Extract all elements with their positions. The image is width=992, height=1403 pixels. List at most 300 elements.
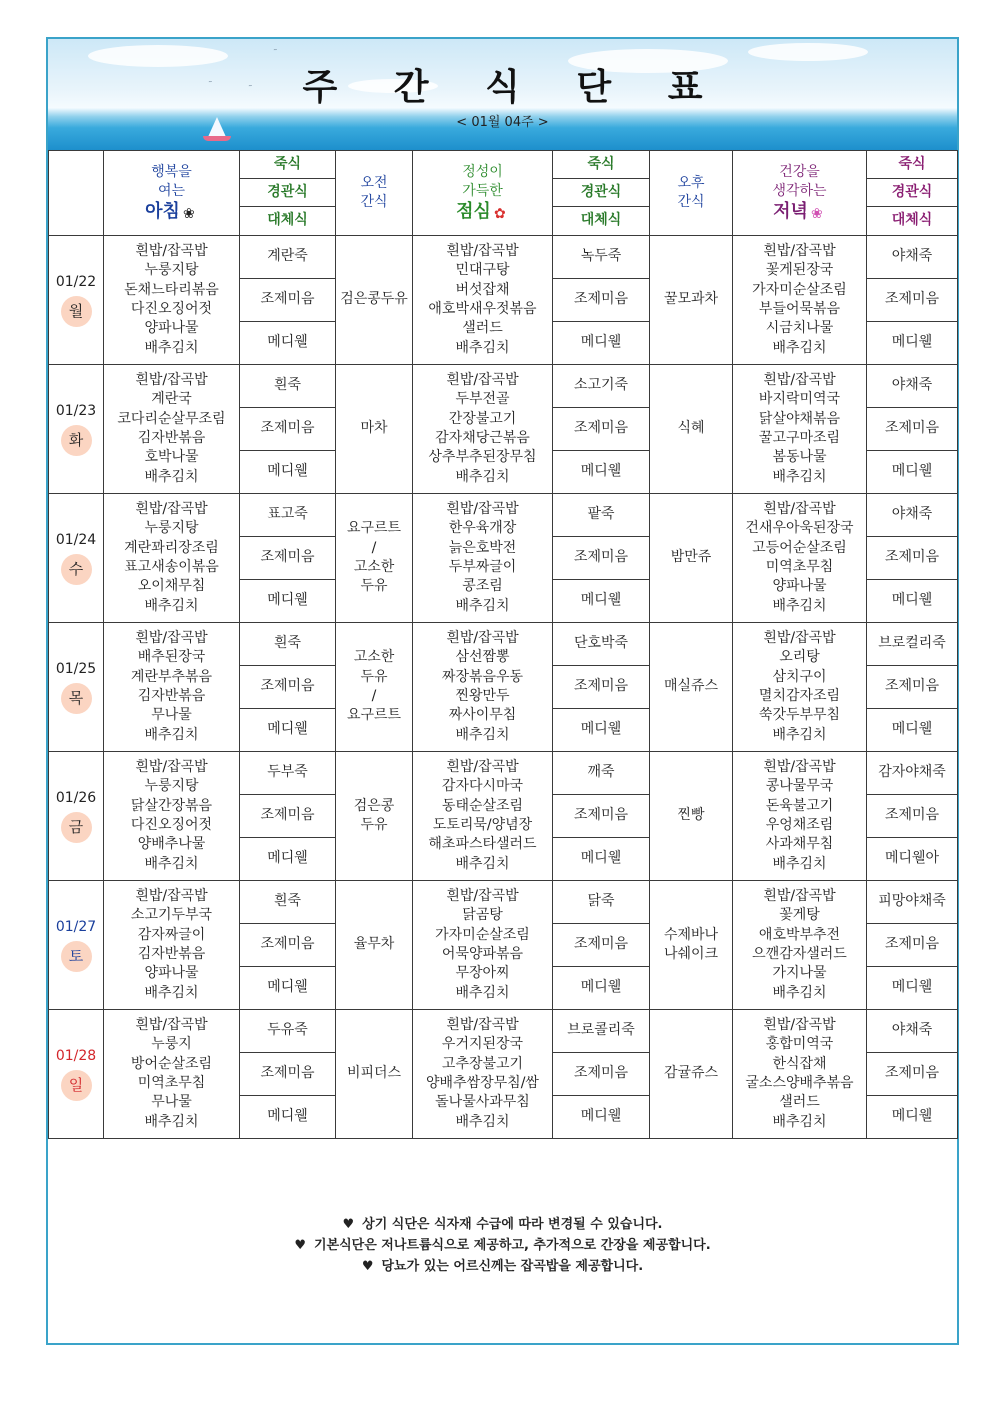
menu-item: 배추김치: [144, 726, 199, 743]
lunch-alt-cell: 단호박죽: [553, 623, 650, 666]
menu-item: 도토리묵/양념장: [432, 817, 533, 833]
menu-item: 방어순살조림: [130, 1055, 213, 1072]
menu-item: 흰밥/잡곡밥: [763, 758, 836, 775]
snack-item: 나쉐이크: [663, 946, 719, 962]
dinner-alt-cell: 야채죽: [867, 365, 958, 408]
menu-item: 한식잡채: [772, 1055, 827, 1072]
breakfast-alt-cell: 계란죽: [240, 236, 336, 279]
lunch-menu-cell: [413, 494, 553, 623]
pm-snack-cell: [650, 494, 733, 623]
lunch-alt-cell: 깨죽: [553, 752, 650, 795]
day-row: [49, 623, 958, 666]
lunch-alt-cell: 메디웰: [553, 1096, 650, 1139]
lunch-menu-cell: [413, 365, 553, 494]
header-dinner-line2: 생각하는: [772, 183, 827, 200]
heart-icon: ♥: [294, 1238, 306, 1253]
menu-item: 애호박부추전: [758, 926, 841, 943]
menu-item: 한우육개장: [448, 520, 517, 537]
breakfast-alt-cell: 메디웰: [240, 709, 336, 752]
menu-item: 배추김치: [772, 1113, 827, 1130]
date-cell: [49, 365, 104, 494]
menu-item: 흰밥/잡곡밥: [763, 887, 836, 904]
breakfast-alt-cell: 표고죽: [240, 494, 336, 537]
breakfast-alt-cell: 조제미음: [240, 795, 336, 838]
menu-item: 샐러드: [779, 1094, 820, 1111]
menu-item: 흰밥/잡곡밥: [135, 1016, 208, 1033]
menu-item: 흰밥/잡곡밥: [446, 242, 519, 259]
menu-item: 배추김치: [772, 726, 827, 743]
menu-item: 흰밥/잡곡밥: [763, 500, 836, 517]
lunch-alt-cell: 조제미음: [553, 1053, 650, 1096]
header-type-tube-feed: 경관식: [240, 179, 336, 207]
breakfast-menu-cell: [104, 623, 240, 752]
menu-item: 해초파스타샐러드: [428, 836, 537, 853]
menu-item: 봄동나물: [772, 449, 827, 466]
lunch-alt-cell: 조제미음: [553, 279, 650, 322]
lunch-alt-cell: 메디웰: [553, 580, 650, 623]
snack-item: 고소한: [353, 649, 395, 666]
lunch-alt-cell: 메디웰: [553, 838, 650, 881]
date-text: 01/22: [55, 273, 97, 290]
menu-item: 흰밥/잡곡밥: [763, 1016, 836, 1033]
menu-item: 양배추나물: [137, 836, 206, 853]
menu-item: 배추김치: [455, 339, 510, 356]
lunch-alt-cell: 메디웰: [553, 967, 650, 1010]
menu-item: 고등어순살조림: [752, 539, 847, 556]
breakfast-alt-cell: 메디웰: [240, 1096, 336, 1139]
date-text: 01/23: [55, 402, 97, 419]
snack-item: 두유: [360, 668, 388, 685]
menu-item: 가자미순살조림: [435, 926, 530, 943]
pm-snack-cell: [650, 1010, 733, 1139]
date-cell: [49, 1010, 104, 1139]
pm-snack-cell: [650, 623, 733, 752]
date-text: 01/28: [55, 1047, 97, 1064]
menu-item: 배추김치: [455, 984, 510, 1001]
breakfast-alt-cell: 조제미음: [240, 666, 336, 709]
day-of-week-badge: 목: [61, 683, 92, 714]
menu-item: 코다리순살무조림: [117, 410, 226, 427]
header-lunch-title: 점심: [456, 200, 491, 222]
dinner-alt-cell: 조제미음: [867, 279, 958, 322]
dinner-alt-cell: 조제미음: [867, 795, 958, 838]
dinner-menu-cell: [733, 365, 867, 494]
menu-item: 배추김치: [455, 1113, 510, 1130]
day-row: [49, 236, 958, 279]
lunch-alt-cell: 닭죽: [553, 881, 650, 924]
menu-item: 두부전골: [455, 391, 510, 408]
menu-item: 흰밥/잡곡밥: [446, 1016, 519, 1033]
breakfast-alt-cell: 흰죽: [240, 881, 336, 924]
am-snack-cell: [336, 623, 413, 752]
note-text: 기본식단은 저나트륨식으로 제공하고, 추가적으로 간장을 제공합니다.: [313, 1238, 711, 1253]
menu-item: 우거지된장국: [441, 1036, 524, 1053]
header-pm-snack-line2: 간식: [677, 194, 705, 210]
seagull-icon: ˜: [273, 49, 278, 59]
menu-item: 배추김치: [455, 726, 510, 743]
snack-item: 검은콩: [353, 797, 395, 814]
header-empty-cell: [49, 151, 104, 236]
menu-item: 흰밥/잡곡밥: [446, 371, 519, 388]
lunch-alt-cell: 팥죽: [553, 494, 650, 537]
note-text: 당뇨가 있는 어르신께는 잡곡밥을 제공합니다.: [381, 1259, 644, 1274]
menu-item: 감자짜글이: [137, 926, 206, 943]
snack-item: 요구르트: [346, 520, 402, 537]
dinner-alt-cell: 메디웰: [867, 1096, 958, 1139]
menu-item: 흰밥/잡곡밥: [135, 371, 208, 388]
lunch-menu-cell: [413, 752, 553, 881]
snack-item: /: [371, 539, 377, 556]
menu-item: 콩조림: [462, 578, 503, 595]
menu-item: 흰밥/잡곡밥: [446, 758, 519, 775]
weekly-menu-table: [48, 150, 958, 1139]
breakfast-alt-cell: 메디웰: [240, 322, 336, 365]
menu-item: 표고새송이볶음: [124, 559, 219, 575]
week-label: < 01월 04주 >: [456, 115, 549, 130]
snack-item: 두유: [360, 817, 388, 833]
menu-item: 흰밥/잡곡밥: [135, 629, 208, 646]
snack-item: 요구르트: [346, 707, 402, 724]
breakfast-alt-cell: 흰죽: [240, 365, 336, 408]
header-breakfast-line1: 행복을: [151, 163, 192, 180]
day-of-week-badge: 금: [61, 812, 92, 843]
header-breakfast-title: 아침: [145, 200, 180, 222]
date-cell: [49, 752, 104, 881]
menu-item: 배추김치: [772, 984, 827, 1001]
breakfast-alt-cell: 메디웰: [240, 451, 336, 494]
menu-item: 콩나물무국: [765, 778, 834, 795]
snack-item: 고소한: [353, 559, 395, 575]
breakfast-alt-cell: 조제미음: [240, 1053, 336, 1096]
dinner-menu-cell: [733, 623, 867, 752]
menu-item: 돌나물사과무침: [435, 1094, 530, 1111]
dinner-alt-cell: 메디웰아: [867, 838, 958, 881]
lunch-menu-cell: [413, 881, 553, 1010]
menu-item: 누룽지탕: [144, 262, 199, 279]
lunch-alt-cell: 조제미음: [553, 537, 650, 580]
day-of-week-badge: 토: [61, 941, 92, 972]
dinner-alt-cell: 메디웰: [867, 451, 958, 494]
day-row: [49, 881, 958, 924]
blue-flower-icon: ❀: [183, 205, 195, 222]
boat-hull-icon: [203, 136, 231, 141]
dinner-alt-cell: 피망야채죽: [867, 881, 958, 924]
menu-item: 다진오징어젓: [130, 817, 213, 833]
page-title: 주 간 식 단 표: [302, 67, 725, 108]
menu-item: 흰밥/잡곡밥: [135, 887, 208, 904]
menu-item: 늙은호박전: [448, 539, 517, 556]
breakfast-alt-cell: 조제미음: [240, 279, 336, 322]
dinner-alt-cell: 조제미음: [867, 666, 958, 709]
menu-item: 배추김치: [144, 468, 199, 485]
menu-item: 애호박새우젓볶음: [428, 301, 537, 317]
menu-item: 배추김치: [455, 468, 510, 485]
note-line: [48, 1214, 957, 1235]
menu-item: 배추김치: [144, 597, 199, 614]
menu-item: 흰밥/잡곡밥: [446, 500, 519, 517]
menu-item: 흰밥/잡곡밥: [135, 242, 208, 259]
header-type-porridge: 죽식: [867, 151, 958, 179]
menu-item: 삼치구이: [772, 668, 827, 685]
pm-snack-cell: [650, 881, 733, 1010]
menu-item: 동태순살조림: [441, 797, 524, 814]
snack-item: 비피더스: [346, 1065, 402, 1082]
menu-item: 무나물: [151, 707, 192, 724]
menu-item: 다진오징어젓: [130, 301, 213, 317]
day-row: [49, 494, 958, 537]
menu-item: 계란국: [151, 391, 192, 408]
snack-item: 두유: [360, 578, 388, 595]
day-row: [49, 752, 958, 795]
menu-item: 버섯잡채: [455, 281, 510, 298]
menu-item: 무장아찌: [455, 965, 510, 982]
header-type-substitute: 대체식: [867, 207, 958, 236]
menu-item: 무나물: [151, 1094, 192, 1111]
breakfast-menu-cell: [104, 494, 240, 623]
dinner-menu-cell: [733, 881, 867, 1010]
menu-item: 부들어묵볶음: [758, 301, 841, 317]
breakfast-menu-cell: [104, 365, 240, 494]
header-breakfast: [104, 151, 240, 236]
header-am-snack-line1: 오전: [360, 174, 388, 191]
menu-item: 꿀고구마조림: [758, 430, 841, 446]
menu-item: 김자반볶음: [137, 430, 206, 446]
lunch-alt-cell: 브로콜리죽: [553, 1010, 650, 1053]
breakfast-menu-cell: [104, 1010, 240, 1139]
breakfast-alt-cell: 두유죽: [240, 1010, 336, 1053]
note-text: 상기 식단은 식자재 수급에 따라 변경될 수 있습니다.: [362, 1217, 663, 1232]
menu-item: 소고기두부국: [130, 907, 213, 924]
lunch-alt-cell: 소고기죽: [553, 365, 650, 408]
date-text: 01/26: [55, 789, 97, 806]
lunch-alt-cell: 메디웰: [553, 709, 650, 752]
menu-item: 꽃게탕: [779, 907, 820, 924]
header-breakfast-line2: 여는: [157, 183, 186, 200]
menu-item: 배추김치: [772, 597, 827, 614]
breakfast-menu-cell: [104, 881, 240, 1010]
seagull-icon: ˜: [248, 85, 253, 95]
header-am-snack-line2: 간식: [360, 194, 388, 210]
header-dinner-line1: 건강을: [779, 163, 820, 180]
menu-item: 우엉채조림: [765, 817, 834, 833]
menu-item: 오리탕: [779, 649, 820, 666]
dinner-alt-cell: 조제미음: [867, 1053, 958, 1096]
menu-item: 삼선짬뽕: [455, 649, 510, 666]
date-text: 01/24: [55, 531, 97, 548]
note-line: [48, 1235, 957, 1256]
menu-item: 배추된장국: [137, 649, 206, 666]
menu-item: 배추김치: [772, 855, 827, 872]
breakfast-alt-cell: 흰죽: [240, 623, 336, 666]
menu-item: 민대구탕: [455, 262, 510, 279]
menu-item: 사과채무침: [765, 836, 834, 853]
am-snack-cell: [336, 881, 413, 1010]
menu-item: 양배추쌈장무침/쌈: [426, 1075, 539, 1091]
header-type-porridge: 죽식: [240, 151, 336, 179]
header-pm-snack-line1: 오후: [677, 174, 705, 191]
date-cell: [49, 881, 104, 1010]
breakfast-menu-cell: [104, 752, 240, 881]
menu-item: 흰밥/잡곡밥: [763, 629, 836, 646]
menu-item: 누룽지: [151, 1036, 192, 1053]
lunch-alt-cell: 조제미음: [553, 408, 650, 451]
snack-item: 율무차: [353, 936, 395, 953]
header-dinner-title: 저녁: [773, 200, 808, 222]
menu-item: 누룽지탕: [144, 520, 199, 537]
dinner-alt-cell: 야채죽: [867, 236, 958, 279]
breakfast-alt-cell: 두부죽: [240, 752, 336, 795]
snack-item: 찐빵: [677, 807, 705, 824]
menu-item: 상추부추된장무침: [428, 449, 537, 466]
dinner-menu-cell: [733, 494, 867, 623]
menu-item: 흰밥/잡곡밥: [135, 500, 208, 517]
day-of-week-badge: 일: [61, 1070, 92, 1101]
menu-item: 고추장불고기: [441, 1055, 524, 1072]
menu-item: 어묵양파볶음: [441, 946, 524, 962]
menu-item: 호박나물: [144, 449, 199, 466]
dinner-alt-cell: 메디웰: [867, 709, 958, 752]
tulip-icon: ✿: [494, 205, 506, 222]
menu-item: 흰밥/잡곡밥: [135, 758, 208, 775]
heart-icon: ♥: [361, 1259, 374, 1274]
header-pm-snack: [650, 151, 733, 236]
menu-item: 으깬감자샐러드: [752, 946, 847, 962]
menu-item: 샐러드: [462, 320, 503, 337]
menu-item: 계란부추볶음: [130, 668, 213, 685]
day-of-week-badge: 수: [61, 554, 92, 585]
snack-item: 마차: [360, 420, 388, 437]
lunch-alt-cell: 조제미음: [553, 924, 650, 967]
menu-item: 두부짜글이: [448, 559, 517, 575]
day-of-week-badge: 월: [61, 296, 92, 327]
menu-item: 짜장볶음우동: [441, 668, 524, 685]
menu-item: 찐왕만두: [455, 688, 510, 704]
menu-item: 흰밥/잡곡밥: [446, 629, 519, 646]
breakfast-alt-cell: 조제미음: [240, 537, 336, 580]
day-row: [49, 1010, 958, 1053]
breakfast-menu-cell: [104, 236, 240, 365]
am-snack-cell: [336, 236, 413, 365]
menu-item: 오이채무침: [137, 578, 206, 595]
menu-item: 배추김치: [144, 855, 199, 872]
dinner-alt-cell: 감자야채죽: [867, 752, 958, 795]
dinner-menu-cell: [733, 1010, 867, 1139]
header-lunch-line1: 정성이: [462, 163, 503, 180]
heart-icon: ♥: [342, 1217, 355, 1232]
notes: [48, 1214, 957, 1277]
snack-item: 검은콩두유: [340, 291, 408, 308]
am-snack-cell: [336, 365, 413, 494]
pm-snack-cell: [650, 365, 733, 494]
menu-item: 짜사이무침: [448, 707, 517, 724]
pm-snack-cell: [650, 752, 733, 881]
menu-item: 간장불고기: [448, 410, 517, 427]
lunch-alt-cell: 메디웰: [553, 451, 650, 494]
menu-item: 쑥갓두부무침: [758, 707, 841, 724]
breakfast-alt-cell: 메디웰: [240, 838, 336, 881]
menu-item: 닭살야채볶음: [758, 410, 841, 427]
header-lunch: [413, 151, 553, 236]
dinner-alt-cell: 야채죽: [867, 1010, 958, 1053]
menu-item: 배추김치: [455, 855, 510, 872]
lunch-alt-cell: 조제미음: [553, 795, 650, 838]
snack-item: /: [371, 688, 377, 704]
menu-item: 감자다시마국: [441, 778, 524, 795]
date-cell: [49, 494, 104, 623]
day-row: [49, 365, 958, 408]
seagull-icon: ˜: [208, 81, 213, 91]
dinner-menu-cell: [733, 236, 867, 365]
menu-item: 배추김치: [144, 984, 199, 1001]
snack-item: 매실쥬스: [663, 678, 719, 695]
menu-item: 가지나물: [772, 965, 827, 982]
dinner-alt-cell: 메디웰: [867, 322, 958, 365]
menu-item: 닭살간장볶음: [130, 797, 213, 814]
header-type-tube-feed: 경관식: [553, 179, 650, 207]
pink-flower-icon: ❀: [811, 205, 823, 222]
note-line: [48, 1256, 957, 1277]
menu-item: 배추김치: [772, 468, 827, 485]
lunch-alt-cell: 녹두죽: [553, 236, 650, 279]
menu-item: 시금치나물: [765, 320, 834, 337]
header-type-substitute: 대체식: [553, 207, 650, 236]
header-type-tube-feed: 경관식: [867, 179, 958, 207]
lunch-menu-cell: [413, 623, 553, 752]
pm-snack-cell: [650, 236, 733, 365]
breakfast-alt-cell: 메디웰: [240, 967, 336, 1010]
date-cell: [49, 623, 104, 752]
breakfast-alt-cell: 조제미음: [240, 408, 336, 451]
am-snack-cell: [336, 1010, 413, 1139]
menu-item: 미역초무침: [765, 559, 834, 575]
lunch-alt-cell: 메디웰: [553, 322, 650, 365]
menu-item: 돈육불고기: [765, 797, 834, 814]
am-snack-cell: [336, 752, 413, 881]
sky-sea-banner: [48, 39, 957, 150]
date-cell: [49, 236, 104, 365]
breakfast-alt-cell: 메디웰: [240, 580, 336, 623]
snack-item: 감귤쥬스: [663, 1065, 719, 1082]
menu-item: 양파나물: [772, 578, 827, 595]
menu-item: 멸치감자조림: [758, 688, 841, 704]
dinner-alt-cell: 야채죽: [867, 494, 958, 537]
menu-item: 배추김치: [455, 597, 510, 614]
menu-item: 감자채당근볶음: [435, 430, 530, 446]
snack-item: 수제바나: [663, 926, 719, 943]
snack-item: 꿀모과차: [663, 291, 719, 308]
am-snack-cell: [336, 494, 413, 623]
menu-item: 돈채느타리볶음: [124, 281, 219, 298]
date-text: 01/25: [55, 660, 97, 677]
lunch-menu-cell: [413, 1010, 553, 1139]
header-am-snack: [336, 151, 413, 236]
snack-item: 밤만쥬: [670, 549, 712, 566]
menu-item: 계란꽈리장조림: [124, 539, 219, 556]
lunch-alt-cell: 조제미음: [553, 666, 650, 709]
lunch-menu-cell: [413, 236, 553, 365]
menu-item: 양파나물: [144, 320, 199, 337]
header-lunch-line2: 가득한: [462, 183, 503, 200]
menu-item: 배추김치: [772, 339, 827, 356]
menu-item: 흰밥/잡곡밥: [763, 371, 836, 388]
menu-item: 홍합미역국: [765, 1036, 834, 1053]
menu-item: 누룽지탕: [144, 778, 199, 795]
date-text: 01/27: [55, 918, 97, 935]
menu-item: 바지락미역국: [758, 391, 841, 408]
menu-item: 흰밥/잡곡밥: [763, 242, 836, 259]
dinner-alt-cell: 조제미음: [867, 408, 958, 451]
menu-item: 가자미순살조림: [752, 281, 847, 298]
